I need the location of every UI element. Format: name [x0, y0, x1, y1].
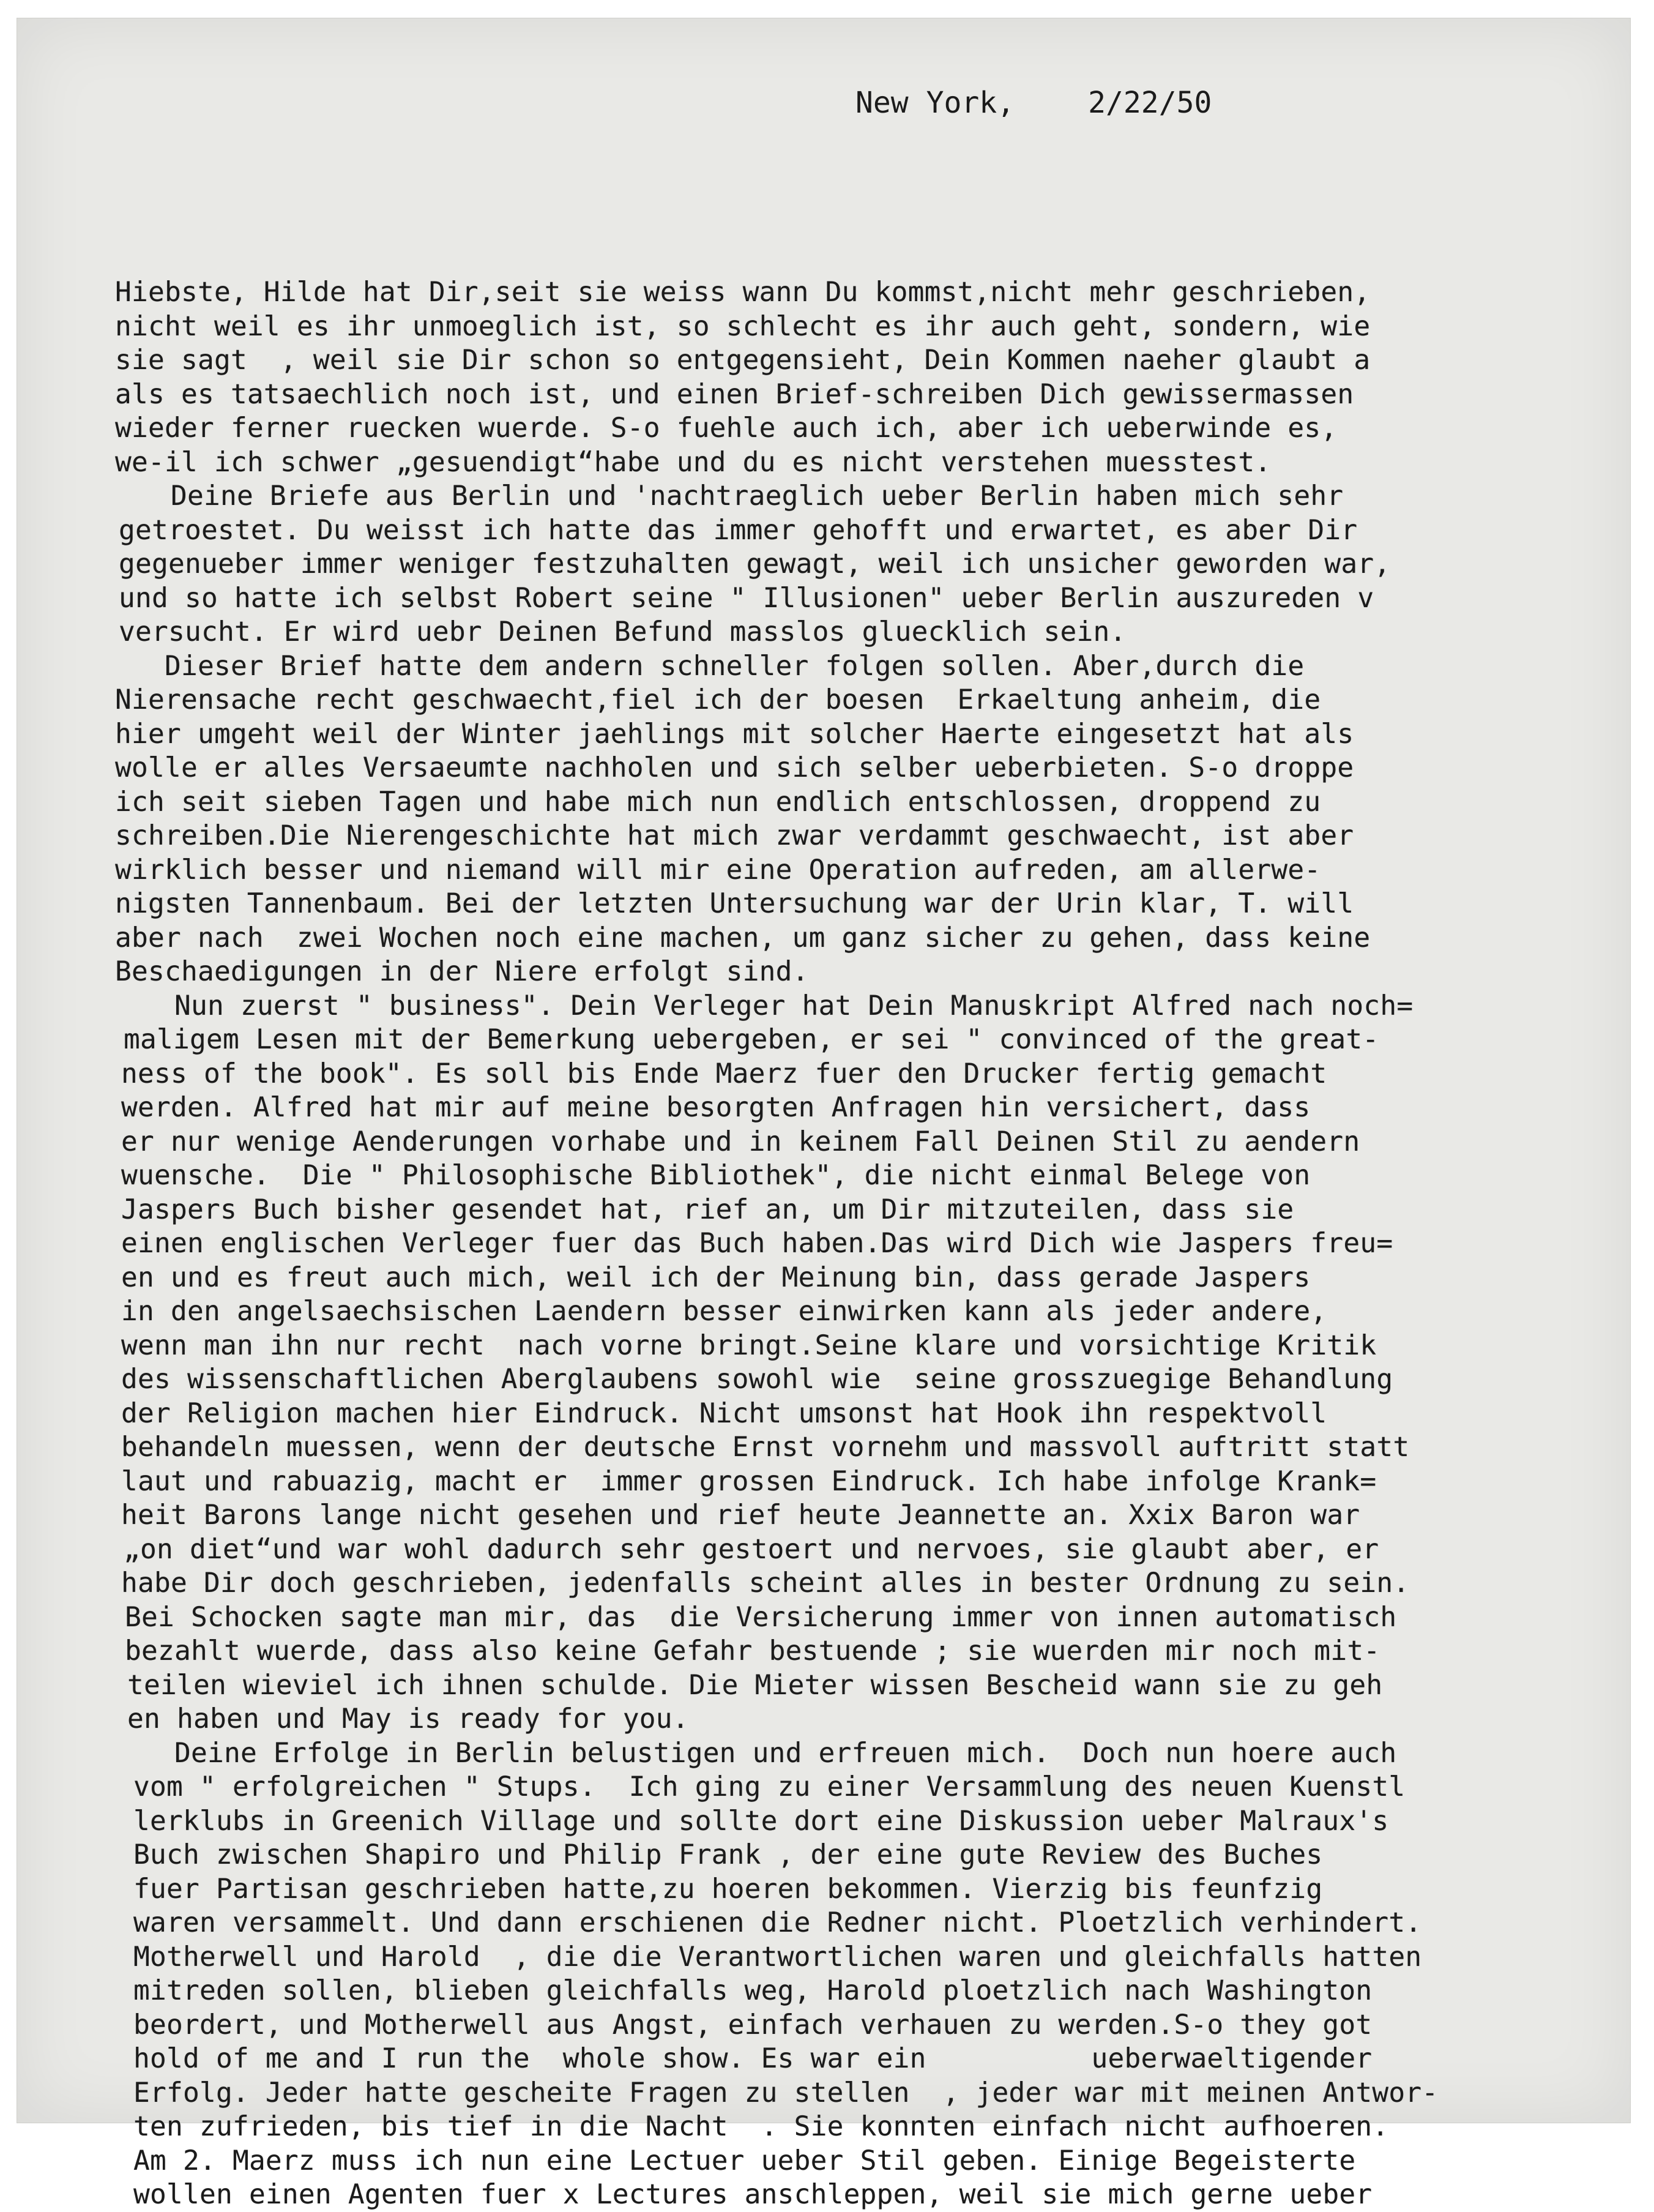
letter-line: beordert, und Motherwell aus Angst, einfach verhauen zu werden.S-o they got [133, 2009, 1373, 2041]
letter-sheet [17, 18, 1630, 2210]
letter-line: wuensche. Die " Philosophische Bibliothek", die nicht einmal Belege von [121, 1160, 1311, 1191]
letter-line: heit Barons lange nicht gesehen und rief heute Jeannette an. Xxix Baron war [121, 1500, 1360, 1531]
letter-line: Hiebste, Hilde hat Dir,seit sie weiss wann Du kommst,nicht mehr geschrieben, [115, 277, 1371, 308]
letter-line: teilen wieviel ich ihnen schulde. Die Mieter wissen Bescheid wann sie zu geh [127, 1669, 1383, 1701]
letter-line: hier umgeht weil der Winter jaehlings mit solcher Haerte eingesetzt hat als [115, 718, 1354, 750]
letter-line: nicht weil es ihr unmoeglich ist, so schlecht es ihr auch geht, sondern, wie [115, 310, 1371, 342]
letter-line: schreiben.Die Nierengeschichte hat mich zwar verdammt geschwaecht, ist aber [115, 820, 1354, 851]
letter-line: lerklubs in Greenich Village und sollte dort eine Diskussion ueber Malraux's [133, 1805, 1389, 1837]
letter-line: Erfolg. Jeder hatte gescheite Fragen zu stellen , jeder war mit meinen Antwor- [133, 2077, 1439, 2109]
letter-line: einen englischen Verleger fuer das Buch haben.Das wird Dich wie Jaspers freu= [121, 1228, 1393, 1259]
letter-line: habe Dir doch geschrieben, jedenfalls scheint alles in bester Ordnung zu sein. [121, 1567, 1410, 1599]
letter-line: nigsten Tannenbaum. Bei der letzten Untersuchung war der Urin klar, T. will [115, 888, 1354, 919]
letter-line: waren versammelt. Und dann erschienen die Redner nicht. Ploetzlich verhindert. [133, 1907, 1422, 1938]
letter-line: Nun zuerst " business". Dein Verleger hat Dein Manuskript Alfred nach noch= [125, 990, 1414, 1022]
letter-line: Deine Briefe aus Berlin und 'nachtraeglich ueber Berlin haben mich sehr [121, 480, 1344, 512]
letter-line: Deine Erfolge in Berlin belustigen und erfreuen mich. Doch nun hoere auch [125, 1737, 1397, 1769]
letter-line: Motherwell und Harold , die die Verantwortlichen waren und gleichfalls hatten [133, 1941, 1422, 1973]
letter-line: laut und rabuazig, macht er immer grossen Eindruck. Ich habe infolge Krank= [121, 1465, 1377, 1497]
letter-line: wieder ferner ruecken wuerde. S-o fuehle auch ich, aber ich ueberwinde es, [115, 413, 1338, 444]
place-line: New York, [855, 86, 1015, 120]
letter-line: wollen einen Agenten fuer x Lectures anschleppen, weil sie mich gerne ueber [133, 2179, 1373, 2210]
letter-line: ten zufrieden, bis tief in die Nacht . Sie konnten einfach nicht aufhoeren. [133, 2111, 1389, 2142]
letter-line: we-il ich schwer „gesuendigt“habe und du es nicht verstehen muesstest. [115, 446, 1272, 478]
letter-line: der Religion machen hier Eindruck. Nicht umsonst hat Hook ihn respektvoll [121, 1397, 1327, 1429]
letter-line: gegenueber immer weniger festzuhalten gewagt, weil ich unsicher geworden war, [119, 548, 1391, 580]
letter-line: er nur wenige Aenderungen vorhabe und in keinem Fall Deinen Stil zu aendern [121, 1126, 1360, 1157]
typed-letter [17, 18, 1630, 2210]
letter-line: Beschaedigungen in der Niere erfolgt sind. [115, 956, 809, 987]
letter-line: vom " erfolgreichen " Stups. Ich ging zu einer Versammlung des neuen Kuenstl [133, 1771, 1406, 1803]
letter-line: ness of the book". Es soll bis Ende Maerz fuer den Drucker fertig gemacht [121, 1058, 1327, 1089]
letter-line: wirklich besser und niemand will mir eine Operation aufreden, am allerwe- [115, 854, 1321, 886]
letter-header [855, 86, 1212, 120]
letter-line: aber nach zwei Wochen noch eine machen, um ganz sicher zu gehen, dass keine [115, 922, 1371, 954]
letter-line: getroestet. Du weisst ich hatte das immer gehofft und erwartet, es aber Dir [119, 514, 1358, 546]
letter-line: en haben und May is ready for you. [127, 1703, 689, 1735]
letter-line: bezahlt wuerde, dass also keine Gefahr bestuende ; sie wuerden mir noch mit- [125, 1635, 1380, 1667]
letter-line: maligem Lesen mit der Bemerkung uebergeben, er sei " convinced of the great- [124, 1024, 1379, 1055]
letter-line: fuer Partisan geschrieben hatte,zu hoeren bekommen. Vierzig bis feunfzig [133, 1873, 1323, 1905]
letter-line: behandeln muessen, wenn der deutsche Ernst vornehm und massvoll auftritt statt [121, 1432, 1410, 1463]
letter-line: versucht. Er wird uebr Deinen Befund masslos gluecklich sein. [119, 616, 1127, 648]
letter-line: des wissenschaftlichen Aberglaubens sowohl wie seine grosszuegige Behandlung [121, 1364, 1393, 1395]
letter-line: werden. Alfred hat mir auf meine besorgten Anfragen hin versichert, dass [121, 1092, 1311, 1123]
letter-line: ich seit sieben Tagen und habe mich nun endlich entschlossen, droppend zu [115, 786, 1321, 818]
letter-line: wenn man ihn nur recht nach vorne bringt.Seine klare und vorsichtige Kritik [121, 1329, 1377, 1361]
letter-line: mitreden sollen, blieben gleichfalls weg, Harold ploetzlich nach Washington [133, 1975, 1373, 2006]
letter-line: und so hatte ich selbst Robert seine " Illusionen" ueber Berlin auszureden v [119, 582, 1374, 614]
letter-line: als es tatsaechlich noch ist, und einen Brief-schreiben Dich gewissermassen [115, 378, 1354, 410]
letter-line: Am 2. Maerz muss ich nun eine Lectuer ueber Stil geben. Einige Begeisterte [133, 2145, 1356, 2177]
letter-body [17, 275, 1630, 2212]
letter-line: Buch zwischen Shapiro und Philip Frank , der eine gute Review des Buches [133, 1839, 1323, 1870]
letter-line: Jaspers Buch bisher gesendet hat, rief an, um Dir mitzuteilen, dass sie [121, 1194, 1294, 1225]
letter-line: Nierensache recht geschwaecht,fiel ich der boesen Erkaeltung anheim, die [115, 684, 1321, 716]
letter-date: 2/22/50 [1088, 86, 1212, 120]
letter-line: wolle er alles Versaeumte nachholen und sich selber ueberbieten. S-o droppe [115, 752, 1354, 783]
letter-line: sie sagt , weil sie Dir schon so entgegensieht, Dein Kommen naeher glaubt a [115, 345, 1371, 376]
letter-line: in den angelsaechsischen Laendern besser einwirken kann als jeder andere, [121, 1296, 1327, 1327]
letter-line: en und es freut auch mich, weil ich der Meinung bin, dass gerade Jaspers [121, 1261, 1311, 1293]
letter-line: hold of me and I run the whole show. Es war ein ueberwaeltigender [133, 2043, 1373, 2074]
letter-line: Bei Schocken sagte man mir, das die Versicherung immer von innen automatisch [125, 1601, 1397, 1633]
letter-line: „on diet“und war wohl dadurch sehr gestoert und nervoes, sie glaubt aber, er [124, 1533, 1379, 1565]
letter-line: Dieser Brief hatte dem andern schneller folgen sollen. Aber,durch die [115, 650, 1305, 682]
